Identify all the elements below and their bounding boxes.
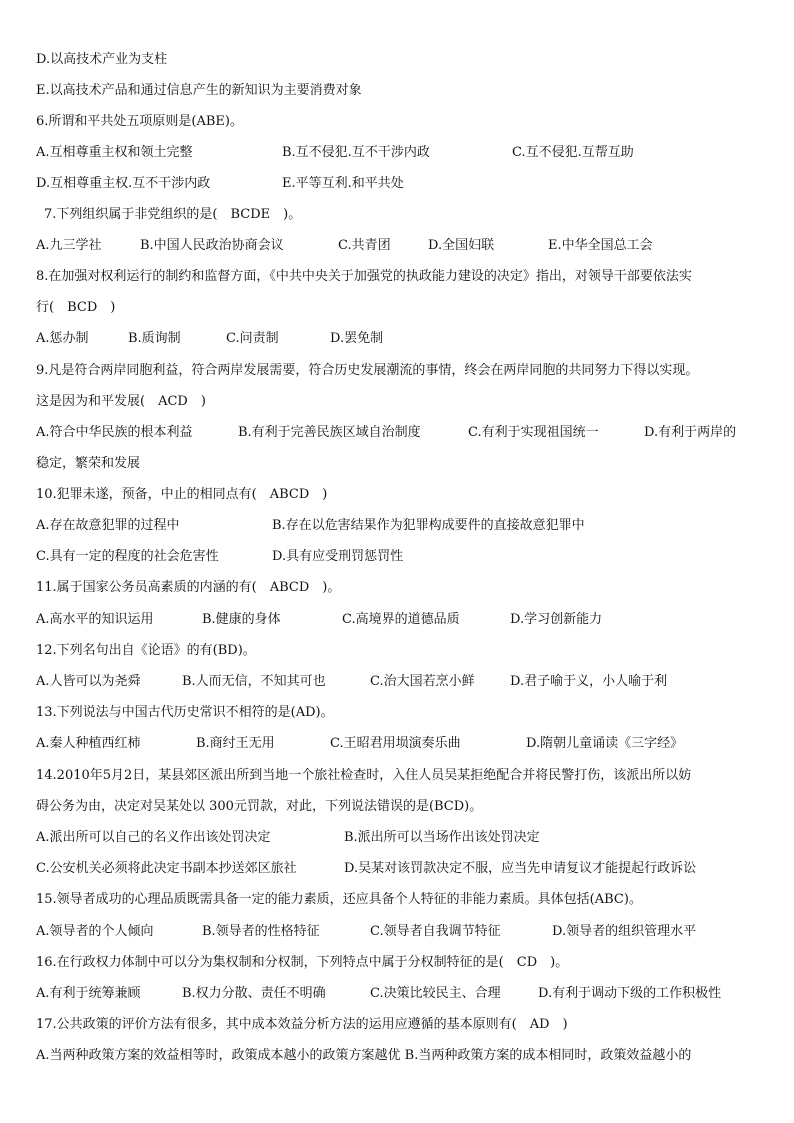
- question-11: 11.属于国家公务员高素质的内涵的有( ABCD )。: [36, 580, 341, 595]
- option-q10c: C.具有一定的程度的社会危害性: [36, 549, 219, 564]
- option-q16a: A.有利于统筹兼顾: [36, 986, 141, 1001]
- option-q8a: A.惩办制: [36, 331, 89, 346]
- question-12: 12.下列名句出自《论语》的有(BD)。: [36, 643, 256, 658]
- option-q11b: B.健康的身体: [202, 612, 281, 627]
- option-q15b: B.领导者的性格特征: [202, 924, 320, 939]
- option-q6d: D.互相尊重主权.互不干涉内政: [36, 176, 211, 191]
- options-q13: [36, 734, 764, 754]
- option-q14d: D.吴某对该罚款决定不服，应当先申请复议才能提起行政诉讼: [344, 861, 697, 876]
- options-q6-row1: [36, 143, 764, 163]
- option-q12d: D.君子喻于义，小人喻于利: [510, 674, 668, 689]
- option-q10b: B.存在以危害结果作为犯罪构成要件的直接故意犯罪中: [272, 518, 585, 533]
- option-q8b: B.质询制: [128, 331, 181, 346]
- option-q5e: E.以高技术产品和通过信息产生的新知识为主要消费对象: [36, 83, 362, 98]
- option-q11a: A.高水平的知识运用: [36, 612, 154, 627]
- option-q7d: D.全国妇联: [428, 238, 495, 253]
- options-q7: [36, 236, 764, 256]
- question-17: 17.公共政策的评价方法有很多，其中成本效益分析方法的运用应遵循的基本原则有( AD ): [36, 1017, 568, 1032]
- option-q5d: D.以高技术产业为支柱: [36, 52, 168, 67]
- option-q14a: A.派出所可以自己的名义作出该处罚决定: [36, 830, 271, 845]
- question-8: 8.在加强对权利运行的制约和监督方面，《中共中央关于加强党的执政能力建设的决定》指出，对领导干部要依法实: [36, 269, 692, 284]
- question-14: 14.2010年5月2日，某县郊区派出所到当地一个旅社检查时，入住人员吴某拒绝配合并将民警打伤，该派出所以妨: [36, 768, 692, 783]
- option-q11c: C.高境界的道德品质: [342, 612, 460, 627]
- option-q9d-cont: 稳定，繁荣和发展: [36, 456, 141, 471]
- option-q8d: D.罢免制: [330, 331, 384, 346]
- options-q8: [36, 329, 764, 349]
- option-q14b: B.派出所可以当场作出该处罚决定: [344, 830, 540, 845]
- option-q12c: C.治大国若烹小鲜: [370, 674, 475, 689]
- option-q10a: A.存在故意犯罪的过程中: [36, 518, 180, 533]
- option-q7e: E.中华全国总工会: [548, 238, 653, 253]
- question-7: 7.下列组织属于非党组织的是( BCDE )。: [44, 207, 302, 222]
- option-q15d: D.领导者的组织管理水平: [552, 924, 697, 939]
- question-9-cont: 这是因为和平发展( ACD ): [36, 394, 206, 409]
- option-q7b: B.中国人民政治协商会议: [140, 238, 284, 253]
- question-8-cont: 行( BCD ): [36, 300, 116, 315]
- option-q15c: C.领导者自我调节特征: [370, 924, 501, 939]
- option-q13c: C.王昭君用埙演奏乐曲: [330, 736, 461, 751]
- option-q16b: B.权力分散、责任不明确: [182, 986, 326, 1001]
- question-14-cont: 碍公务为由，决定对吴某处以 300元罚款，对此，下列说法错误的是(BCD)。: [36, 799, 483, 814]
- options-q15: [36, 922, 764, 942]
- option-q14c: C.公安机关必须将此决定书副本抄送郊区旅社: [36, 861, 297, 876]
- question-15: 15.领导者成功的心理品质既需具备一定的能力素质，还应具备个人特征的非能力素质。具体包括(ABC)。: [36, 892, 642, 907]
- option-q12b: B.人而无信，不知其可也: [182, 674, 326, 689]
- options-q6-row2: [36, 174, 764, 194]
- options-q14-row2: [36, 859, 764, 879]
- option-q16d: D.有利于调动下级的工作积极性: [538, 986, 722, 1001]
- options-q16: [36, 984, 764, 1004]
- option-q9d: D.有利于两岸的: [644, 425, 737, 440]
- option-q9b: B.有利于完善民族区域自治制度: [238, 425, 421, 440]
- option-q15a: A.领导者的个人倾向: [36, 924, 154, 939]
- option-q6c: C.互不侵犯.互帮互助: [512, 145, 634, 160]
- option-q13d: D.隋朝儿童诵读《三字经》: [526, 736, 684, 751]
- option-q7c: C.共青团: [338, 238, 391, 253]
- option-q12a: A.人皆可以为尧舜: [36, 674, 141, 689]
- question-6: 6.所谓和平共处五项原则是(ABE)。: [36, 114, 243, 129]
- option-q8c: C.问责制: [226, 331, 279, 346]
- options-q17-row1: A.当两种政策方案的效益相等时，政策成本越小的政策方案越优 B.当两种政策方案的成本相同时，政策效益越小的: [36, 1048, 692, 1063]
- option-q7a: A.九三学社: [36, 238, 102, 253]
- options-q11: [36, 610, 764, 630]
- option-q13b: B.商纣王无用: [196, 736, 275, 751]
- options-q12: [36, 672, 764, 692]
- option-q10d: D.具有应受刑罚惩罚性: [272, 549, 404, 564]
- option-q6e: E.平等互利.和平共处: [282, 176, 404, 191]
- option-q16c: C.决策比较民主、合理: [370, 986, 501, 1001]
- option-q6b: B.互不侵犯.互不干涉内政: [282, 145, 430, 160]
- options-q9: [36, 423, 764, 443]
- option-q13a: A.秦人种植西红柿: [36, 736, 141, 751]
- question-9: 9.凡是符合两岸同胞利益，符合两岸发展需要，符合历史发展潮流的事情，终会在两岸同胞的共同努力下得以实现。: [36, 363, 699, 378]
- question-16: 16.在行政权力体制中可以分为集权制和分权制，下列特点中属于分权制特征的是( CD )。: [36, 955, 569, 970]
- option-q9c: C.有利于实现祖国统一: [468, 425, 599, 440]
- option-q11d: D.学习创新能力: [510, 612, 603, 627]
- option-q6a: A.互相尊重主权和领土完整: [36, 145, 193, 160]
- options-q10-row2: [36, 547, 764, 567]
- option-q9a: A.符合中华民族的根本利益: [36, 425, 193, 440]
- options-q10-row1: [36, 516, 764, 536]
- options-q14-row1: [36, 828, 764, 848]
- question-13: 13.下列说法与中国古代历史常识不相符的是(AD)。: [36, 705, 334, 720]
- question-10: 10.犯罪未遂，预备，中止的相同点有( ABCD ): [36, 487, 328, 502]
